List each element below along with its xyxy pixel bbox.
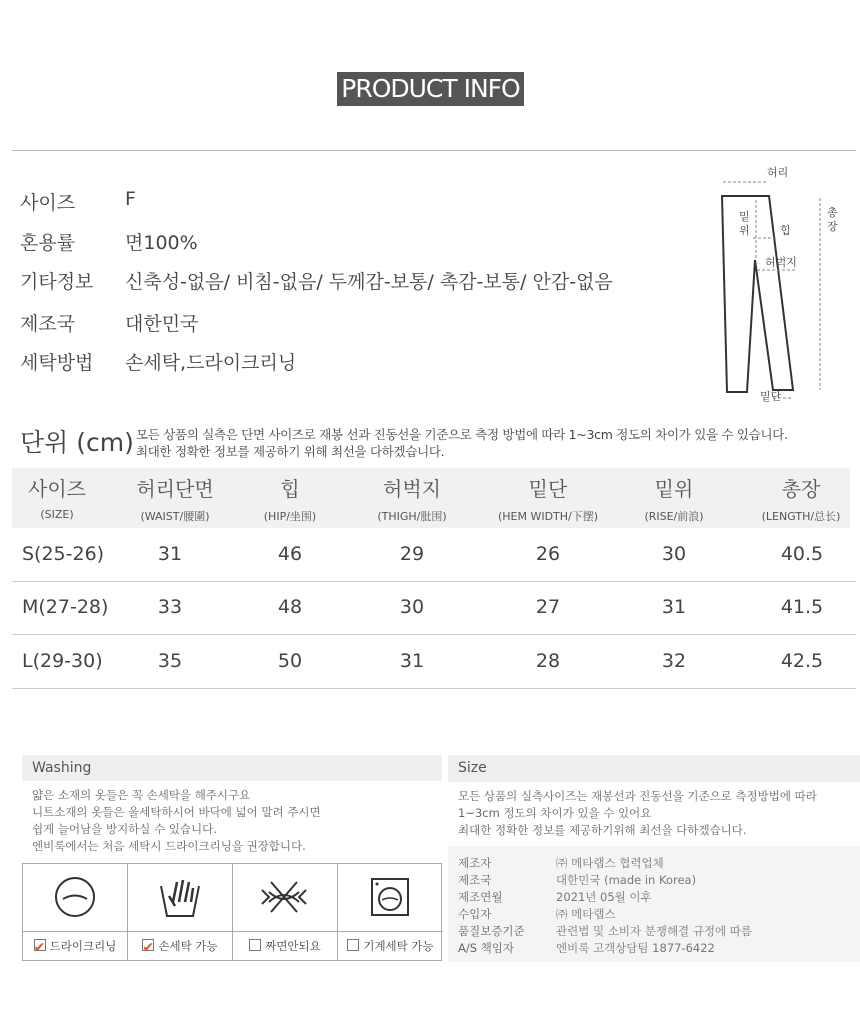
- product-info-box: [448, 846, 860, 962]
- cell-size: S(25-26): [22, 543, 105, 565]
- label-waist: 허리: [767, 166, 789, 179]
- info-value: ㈜ 메타랩스 협력업체: [556, 856, 664, 870]
- no-wring-icon: [253, 872, 315, 922]
- info-key: 제조연월: [458, 890, 503, 904]
- checkbox-checked: [142, 939, 154, 951]
- label-length: 총: [827, 206, 838, 219]
- info-value: 엔비룩 고객상담팀 1877-6422: [556, 941, 715, 955]
- info-key: 품질보증기준: [458, 924, 525, 938]
- col-thigh: 허벅지 (THIGH/肶围): [377, 477, 447, 523]
- cell-thigh: 29: [399, 543, 425, 565]
- label-hem: 밑단: [760, 390, 782, 403]
- info-value: 관련법 및 소비자 분쟁해결 규정에 따름: [556, 924, 753, 938]
- cell-length: 40.5: [780, 543, 824, 565]
- cell-size: L(29-30): [22, 650, 103, 672]
- care-label: 짜면안되요: [265, 939, 321, 953]
- cell-size: M(27-28): [22, 596, 109, 618]
- cell-hem: 26: [535, 543, 561, 565]
- label-rise: 밑: [739, 210, 750, 223]
- spec-label-material: 혼용률: [20, 232, 76, 254]
- col-size: 사이즈 (SIZE): [28, 477, 86, 521]
- spec-value-wash: 손세탁,드라이크리닝: [125, 352, 297, 374]
- unit-note-line2: 최대한 정확한 정보를 제공하기 위해 최선을 다하겠습니다.: [136, 444, 445, 459]
- spec-value-origin: 대한민국: [125, 313, 199, 335]
- info-key: 수입자: [458, 907, 492, 921]
- unit-note-line1: 모든 상품의 실측은 단면 사이즈로 재봉 선과 진동선을 기준으로 측정 방법에 따라 1~3cm 정도의 차이가 있을 수 있습니다.: [136, 427, 788, 442]
- cell-length: 42.5: [780, 650, 824, 672]
- spec-label-origin: 제조국: [20, 313, 76, 335]
- cell-thigh: 30: [399, 596, 425, 618]
- machine-wash-icon: [365, 872, 415, 922]
- spec-label-wash: 세탁방법: [20, 352, 94, 374]
- col-hip: 힙 (HIP/坐围): [263, 477, 317, 523]
- care-no-wring: [233, 864, 338, 960]
- cell-hip: 50: [277, 650, 303, 672]
- hand-wash-icon: [155, 872, 205, 922]
- pants-diagram: [695, 160, 855, 410]
- care-label: 기계세탁 가능: [363, 939, 434, 953]
- col-length: 총장 (LENGTH/总长): [761, 477, 841, 523]
- cell-rise: 31: [661, 596, 687, 618]
- cell-hip: 46: [277, 543, 303, 565]
- col-hem: 밑단 (HEM WIDTH/下摆): [497, 477, 599, 523]
- care-icons: [22, 863, 442, 961]
- col-waist: 허리단면 (WAIST/腰圍): [136, 477, 214, 523]
- spec-value-etc: 신축성-없음/ 비침-없음/ 두께감-보통/ 촉감-보통/ 안감-없음: [125, 271, 613, 293]
- care-machine-wash: [338, 864, 443, 960]
- label-rise-2: 위: [739, 224, 750, 237]
- care-hand-wash: [128, 864, 233, 960]
- cell-length: 41.5: [780, 596, 824, 618]
- table-row: [12, 529, 856, 582]
- cell-waist: 33: [157, 596, 183, 618]
- cell-hem: 27: [535, 596, 561, 618]
- checkbox: [347, 939, 359, 951]
- size-panel-title: Size: [448, 755, 860, 782]
- label-length-2: 장: [827, 220, 838, 233]
- checkbox-checked: [34, 939, 46, 951]
- info-value: ㈜ 메타랩스: [556, 907, 616, 921]
- unit-title: 단위 (cm): [20, 428, 134, 457]
- cell-rise: 32: [661, 650, 687, 672]
- spec-label-size: 사이즈: [20, 192, 76, 214]
- divider: [12, 150, 856, 151]
- cell-hip: 48: [277, 596, 303, 618]
- spec-value-material: 면100%: [125, 232, 198, 254]
- care-label: 드라이크리닝: [49, 939, 117, 953]
- size-panel-text: 모든 상품의 실측사이즈는 재봉선과 진동선을 기준으로 측정방법에 따라 1~3cm 정도의 차이가 있을 수 있어요 최대한 정확한 정보를 제공하기위해 최선을 다하겠습니다.: [458, 789, 817, 837]
- washing-text: 얇은 소재의 옷들은 꼭 손세탁을 해주시구요 니트소재의 옷들은 울세탁하시어 바닥에 넓어 말려 주시면 쉽게 늘어남을 방지하실 수 있습니다. 엔비룩에서는 처음 세탁시 드라이크리닝을 권장합니다.: [32, 788, 321, 853]
- cell-waist: 31: [157, 543, 183, 565]
- checkbox: [249, 939, 261, 951]
- table-row: [12, 582, 856, 635]
- info-key: 제조국: [458, 873, 492, 887]
- label-thigh: 허벅지: [765, 256, 797, 269]
- cell-thigh: 31: [399, 650, 425, 672]
- info-value: 2021년 05월 이후: [556, 890, 652, 904]
- info-key: 제조자: [458, 856, 492, 870]
- cell-waist: 35: [157, 650, 183, 672]
- care-dry-clean: [23, 864, 128, 960]
- washing-title: Washing: [22, 755, 442, 781]
- dry-clean-icon: [50, 872, 100, 922]
- info-key: A/S 책임자: [458, 941, 515, 955]
- page-title: PRODUCT INFO: [337, 72, 524, 106]
- table-row: [12, 636, 856, 689]
- care-label: 손세탁 가능: [158, 939, 218, 953]
- col-rise: 밑위 (RISE/前浪): [644, 477, 704, 523]
- cell-hem: 28: [535, 650, 561, 672]
- info-value: 대한민국 (made in Korea): [556, 873, 697, 887]
- spec-value-size: F: [125, 188, 136, 210]
- size-table-header: [12, 468, 850, 528]
- cell-rise: 30: [661, 543, 687, 565]
- label-hip: 힙: [780, 224, 791, 237]
- spec-label-etc: 기타정보: [20, 271, 94, 293]
